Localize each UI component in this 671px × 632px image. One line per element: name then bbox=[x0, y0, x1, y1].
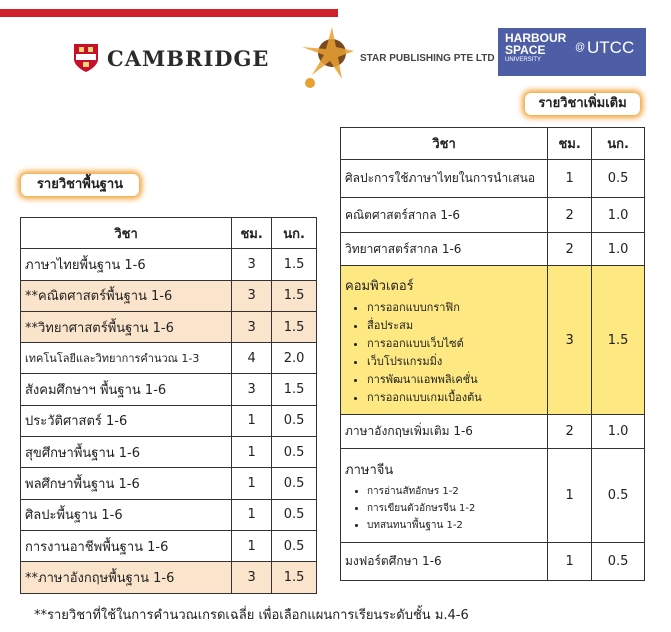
star-publishing-logo bbox=[298, 24, 495, 92]
list-item: • การพัฒนาแอพพลิเคชั่น bbox=[367, 371, 543, 389]
subject-units: 0.5 bbox=[272, 468, 317, 499]
chinese-group-cell bbox=[341, 449, 548, 543]
subject-units: 1.5 bbox=[272, 249, 317, 280]
header-hours: ชม. bbox=[548, 128, 592, 160]
extra-subjects-table bbox=[340, 127, 645, 581]
table-row bbox=[341, 233, 645, 266]
list-item: • การออกแบบเกมเบื้องต้น bbox=[367, 389, 543, 407]
subject-units: 1.0 bbox=[592, 415, 645, 449]
table-row bbox=[21, 249, 317, 280]
subject-hours: 2 bbox=[548, 198, 592, 233]
subject-name: สังคมศึกษาฯ พื้นฐาน 1-6 bbox=[21, 374, 232, 405]
subject-hours: 3 bbox=[232, 249, 272, 280]
harbour-text: HARBOUR bbox=[505, 31, 567, 45]
space-text: SPACE bbox=[505, 43, 546, 57]
list-item: • บทสนทนาพื้นฐาน 1-2 bbox=[367, 517, 543, 534]
subject-name: สุขศึกษาพื้นฐาน 1-6 bbox=[21, 437, 232, 468]
cambridge-logo bbox=[73, 40, 269, 76]
table-row bbox=[341, 198, 645, 233]
subject-hours: 3 bbox=[548, 266, 592, 415]
header-hours: ชม. bbox=[232, 218, 272, 249]
subject-name: **ภาษาอังกฤษพื้นฐาน 1-6 bbox=[21, 562, 232, 593]
subject-name: พลศึกษาพื้นฐาน 1-6 bbox=[21, 468, 232, 499]
table-row bbox=[21, 468, 317, 499]
table-row bbox=[341, 160, 645, 198]
subject-units: 1.5 bbox=[592, 266, 645, 415]
star-icon bbox=[298, 25, 356, 91]
header-subject: วิชา bbox=[341, 128, 548, 160]
subject-hours: 1 bbox=[548, 449, 592, 543]
subject-name: ศิลปะการใช้ภาษาไทยในการนำเสนอ bbox=[341, 160, 548, 198]
subject-units: 1.0 bbox=[592, 233, 645, 266]
subject-hours: 1 bbox=[232, 499, 272, 530]
subject-hours: 1 bbox=[232, 437, 272, 468]
subject-units: 2.0 bbox=[272, 343, 317, 374]
subject-name: คณิตศาสตร์สากล 1-6 bbox=[341, 198, 548, 233]
basic-subjects-table bbox=[20, 217, 317, 594]
subject-name: **วิทยาศาสตร์พื้นฐาน 1-6 bbox=[21, 311, 232, 342]
subject-name: เทคโนโลยีและวิทยาการคำนวณ 1-3 bbox=[21, 343, 232, 374]
list-item: • การออกแบบกราฟิก bbox=[367, 299, 543, 317]
list-item: • การเขียนตัวอักษรจีน 1-2 bbox=[367, 500, 543, 517]
subject-hours: 4 bbox=[232, 343, 272, 374]
subject-hours: 1 bbox=[548, 543, 592, 581]
computer-group-row bbox=[341, 266, 645, 415]
star-publishing-wordmark: STAR PUBLISHING PTE LTD bbox=[360, 52, 495, 64]
subject-units: 1.5 bbox=[272, 280, 317, 311]
chinese-group-title: ภาษาจีน bbox=[345, 463, 394, 478]
subject-hours: 1 bbox=[548, 160, 592, 198]
subject-units: 0.5 bbox=[592, 543, 645, 581]
cambridge-wordmark: CAMBRIDGE bbox=[107, 45, 270, 71]
subject-units: 1.5 bbox=[272, 311, 317, 342]
subject-hours: 1 bbox=[232, 530, 272, 561]
header-units: นก. bbox=[272, 218, 317, 249]
table-row bbox=[21, 311, 317, 342]
subject-units: 0.5 bbox=[592, 449, 645, 543]
table-header-row bbox=[341, 128, 645, 160]
subject-hours: 1 bbox=[232, 468, 272, 499]
table-row bbox=[21, 280, 317, 311]
computer-group-title: คอมพิวเตอร์ bbox=[345, 279, 414, 294]
header-subject: วิชา bbox=[21, 218, 232, 249]
top-red-bar bbox=[0, 9, 338, 17]
list-item: • เว็บโปรแกรมมิ่ง bbox=[367, 353, 543, 371]
extra-subjects-tag: รายวิชาเพิ่มเติม bbox=[525, 93, 640, 115]
subject-name: ภาษาไทยพื้นฐาน 1-6 bbox=[21, 249, 232, 280]
subject-hours: 3 bbox=[232, 311, 272, 342]
utcc-text: UTCC bbox=[587, 38, 635, 57]
chinese-items-list bbox=[345, 483, 543, 534]
subject-hours: 3 bbox=[232, 374, 272, 405]
table-row bbox=[21, 437, 317, 468]
subject-units: 1.5 bbox=[272, 562, 317, 593]
cambridge-shield-icon bbox=[73, 43, 99, 73]
table-row bbox=[21, 562, 317, 593]
university-text: UNIVERSITY bbox=[505, 57, 542, 63]
list-item: • การอ่านสัทอักษร 1-2 bbox=[367, 483, 543, 500]
subject-units: 0.5 bbox=[592, 160, 645, 198]
subject-units: 0.5 bbox=[272, 437, 317, 468]
subject-hours: 2 bbox=[548, 415, 592, 449]
subject-units: 0.5 bbox=[272, 499, 317, 530]
table-row bbox=[341, 543, 645, 581]
subject-units: 0.5 bbox=[272, 530, 317, 561]
list-item: • สื่อประสม bbox=[367, 317, 543, 335]
subject-hours: 3 bbox=[232, 562, 272, 593]
subject-units: 1.0 bbox=[592, 198, 645, 233]
table-header-row bbox=[21, 218, 317, 249]
computer-items-list bbox=[345, 299, 543, 407]
subject-hours: 3 bbox=[232, 280, 272, 311]
computer-group-cell bbox=[341, 266, 548, 415]
table-row bbox=[21, 405, 317, 436]
table-row bbox=[341, 415, 645, 449]
subject-name: การงานอาชีพพื้นฐาน 1-6 bbox=[21, 530, 232, 561]
header-units: นก. bbox=[592, 128, 645, 160]
list-item: • การออกแบบเว็บไซต์ bbox=[367, 335, 543, 353]
subject-hours: 1 bbox=[232, 405, 272, 436]
subject-name: มงฟอร์ตศึกษา 1-6 bbox=[341, 543, 548, 581]
at-sign: @ bbox=[575, 42, 586, 53]
subject-name: วิทยาศาสตร์สากล 1-6 bbox=[341, 233, 548, 266]
subject-units: 1.5 bbox=[272, 374, 317, 405]
chinese-group-row bbox=[341, 449, 645, 543]
subject-name: ภาษาอังกฤษเพิ่มเติม 1-6 bbox=[341, 415, 548, 449]
table-row bbox=[21, 499, 317, 530]
subject-hours: 2 bbox=[548, 233, 592, 266]
basic-subjects-tag: รายวิชาพื้นฐาน bbox=[21, 174, 139, 196]
harbour-space-utcc-logo bbox=[498, 28, 646, 76]
subject-units: 0.5 bbox=[272, 405, 317, 436]
subject-name: **คณิตศาสตร์พื้นฐาน 1-6 bbox=[21, 280, 232, 311]
footer-note: **รายวิชาที่ใช้ในการคำนวณเกรดเฉลี่ย เพื่อเลือกแผนการเรียนระดับชั้น ม.4-6 bbox=[34, 608, 469, 623]
table-row bbox=[21, 374, 317, 405]
subject-name: ประวัติศาสตร์ 1-6 bbox=[21, 405, 232, 436]
table-row bbox=[21, 343, 317, 374]
subject-name: ศิลปะพื้นฐาน 1-6 bbox=[21, 499, 232, 530]
table-row bbox=[21, 530, 317, 561]
